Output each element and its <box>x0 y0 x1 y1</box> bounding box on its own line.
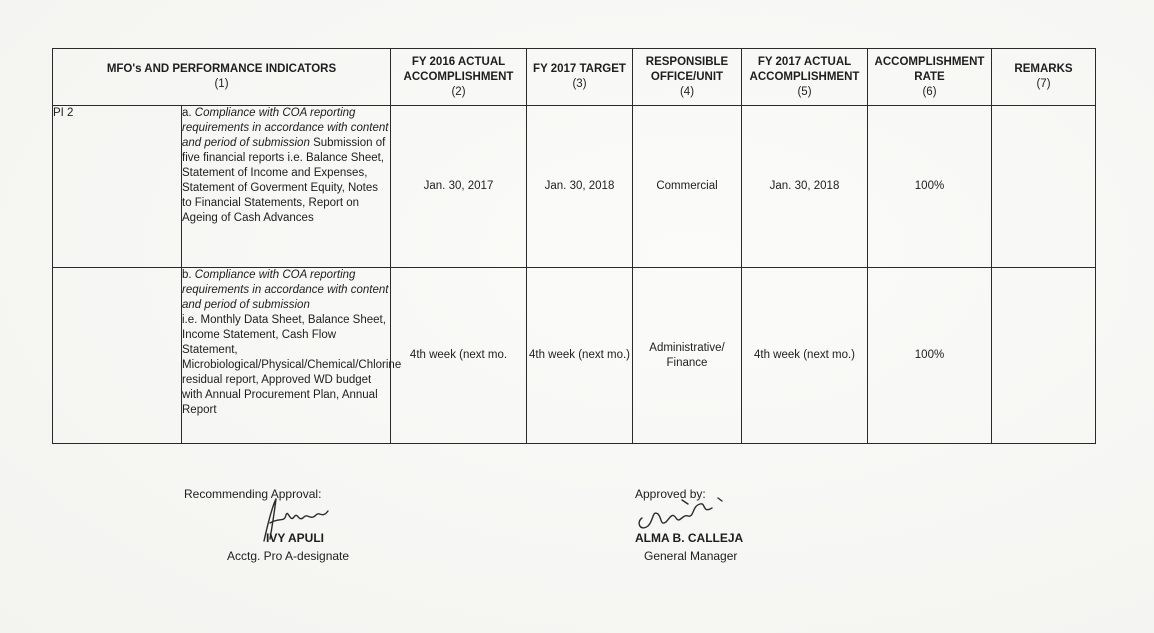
header-fy2017-target <box>527 49 633 106</box>
indicator-text: Submission of five financial reports i.e. Balance Sheet, Statement of Income and Expenses, Statement of Goverment Equity, Notes to Financial Statements, Report on Ageing of Cash Advances <box>182 137 386 224</box>
header-label: FY 2017 ACTUAL ACCOMPLISHMENT <box>749 55 860 83</box>
header-number: (2) <box>451 85 466 98</box>
approved-heading: Approved by: <box>635 487 706 501</box>
indicator-text: i.e. Monthly Data Sheet, Balance Sheet, Income Statement, Cash Flow Statement, Microbiological/Physical/Chemical/Chlorine residual report, Approved WD budget with Annual Procurement Plan, Annual Report <box>182 314 402 416</box>
office-cell: Administrative/ Finance <box>633 268 742 444</box>
approved-title: General Manager <box>644 549 738 563</box>
header-label: REMARKS <box>1014 63 1073 75</box>
office-cell: Commercial <box>633 106 742 268</box>
header-remarks <box>992 49 1096 106</box>
indicator-cell <box>182 106 391 268</box>
header-fy2017-actual <box>742 49 868 106</box>
remarks-cell <box>992 268 1096 444</box>
header-number: (4) <box>679 85 695 98</box>
header-responsible-office <box>633 49 742 106</box>
approved-name: ALMA B. CALLEJA <box>635 531 744 545</box>
header-label: MFO's AND PERFORMANCE INDICATORS <box>106 63 337 75</box>
pi-label <box>53 268 182 444</box>
rate-cell: 100% <box>868 268 992 444</box>
header-number: (7) <box>1036 78 1051 90</box>
pi-label: PI 2 <box>53 106 182 268</box>
indicator-prefix: a. <box>182 107 195 119</box>
header-number: (5) <box>797 85 812 98</box>
fy2017-target-cell: Jan. 30, 2018 <box>527 106 633 268</box>
table-row <box>53 268 1096 444</box>
indicator-italic: Compliance with COA reporting requirements in accordance with content and period of submission <box>182 107 389 149</box>
recommending-name: IVY APULI <box>266 531 325 545</box>
remarks-cell <box>992 106 1096 268</box>
fy2017-target-cell: 4th week (next mo.) <box>527 268 633 444</box>
fy2016-actual-cell: Jan. 30, 2017 <box>391 106 527 268</box>
indicator-italic: Compliance with COA reporting requirements in accordance with content and period of submission <box>182 269 389 311</box>
fy2017-actual-cell: 4th week (next mo.) <box>742 268 868 444</box>
header-accomplishment-rate <box>868 49 992 106</box>
header-number: (6) <box>922 85 937 98</box>
performance-table <box>52 48 1096 444</box>
header-label: FY 2016 ACTUAL ACCOMPLISHMENT <box>403 55 514 83</box>
header-label: FY 2017 TARGET <box>533 63 626 75</box>
header-fy2016-actual <box>391 49 527 106</box>
header-label: ACCOMPLISHMENT RATE <box>874 55 985 83</box>
fy2017-actual-cell: Jan. 30, 2018 <box>742 106 868 268</box>
indicator-prefix: b. <box>182 269 195 281</box>
header-number: (1) <box>214 78 229 90</box>
header-mfo <box>53 49 391 106</box>
fy2016-actual-cell: 4th week (next mo. <box>391 268 527 444</box>
recommending-title: Acctg. Pro A-designate <box>227 549 350 563</box>
table-row <box>53 106 1096 268</box>
table-header-row <box>53 49 1096 106</box>
recommending-heading: Recommending Approval: <box>184 487 322 501</box>
rate-cell: 100% <box>868 106 992 268</box>
header-label: RESPONSIBLE OFFICE/UNIT <box>645 55 729 83</box>
indicator-cell <box>182 268 402 444</box>
header-number: (3) <box>572 78 587 90</box>
